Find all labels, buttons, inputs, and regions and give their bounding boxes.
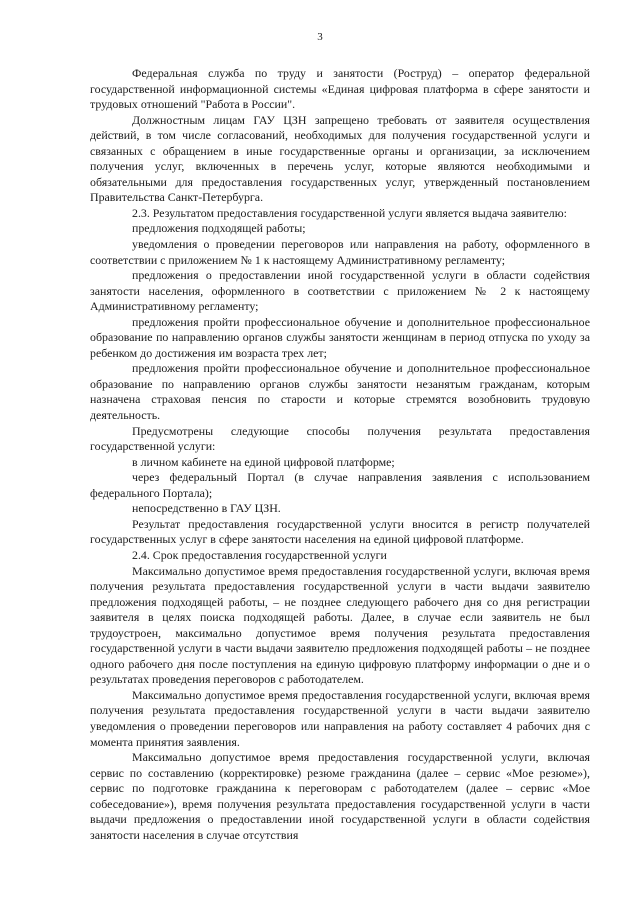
paragraph: Максимально допустимое время предоставления государственной услуги, включая время получения результата предоставления государственной услуги в части выдачи заявителю предложения подходящей работы, – не позднее следующего рабочего дня со дня регистрации заявителя в целях поиска подходящей работы. Далее, в случае если заявитель не был трудоустроен, максимально допустимое время получения результата предоставления государственной услуги в части выдачи заявителю предложения подходящей работы – не позднее одного рабочего дня после поступления на единую цифровую платформу информации о дне и о результатах проведения переговоров с работодателем.	[90, 563, 590, 687]
paragraph: Федеральная служба по труду и занятости (Роструд) – оператор федеральной государственной информационной системы «Единая цифровая платформа в сфере занятости и трудовых отношений "Работа в России".	[90, 66, 590, 112]
paragraph: Должностным лицам ГАУ ЦЗН запрещено требовать от заявителя осуществления действий, в том числе согласований, необходимых для получения государственной услуги и связанных с обращением в иные государственные органы и организации, за исключением получения услуг, включенных в перечень услуг, которые являются необходимыми и обязательными для предоставления государственных услуг, утвержденный постановлением Правительства Санкт-Петербурга.	[90, 112, 590, 205]
list-item: непосредственно в ГАУ ЦЗН.	[132, 501, 281, 516]
page-number: 3	[317, 31, 323, 43]
section-2-3-paragraph: 2.3. Результатом предоставления государственной услуги является выдача заявителю:	[132, 205, 567, 220]
list-item: предложения пройти профессиональное обучение и дополнительное профессиональное образование по направлению органов службы занятости женщинам в период отпуска по уходу за ребенком до достижения им возраста трех лет;	[90, 314, 590, 360]
list-item: в личном кабинете на единой цифровой платформе;	[132, 454, 395, 469]
list-item: предложения подходящей работы;	[132, 221, 306, 236]
list-item: предложения пройти профессиональное обучение и дополнительное профессиональное образование по направлению органов службы занятости незанятым гражданам, которым назначена страховая пенсия по старости и которые стремятся возобновить трудовую деятельность.	[90, 361, 590, 423]
list-item: предложения о предоставлении иной государственной услуги в области содействия занятости населения, оформленного в соответствии с приложением № 2 к настоящему Административному регламенту;	[90, 268, 590, 314]
section-2-4-heading: 2.4. Срок предоставления государственной услуги	[132, 547, 387, 562]
paragraph: Результат предоставления государственной услуги вносится в регистр получателей государственных услуг в сфере занятости населения на единой цифровой платформе.	[90, 516, 590, 547]
list-item: через федеральный Портал (в случае направления заявления с использованием федерального Портала);	[90, 470, 590, 500]
paragraph: Предусмотрены следующие способы получения результата предоставления государственной услуги:	[90, 423, 590, 454]
paragraph: Максимально допустимое время предоставления государственной услуги, включая сервис по составлению (корректировке) резюме гражданина (далее – сервис «Мое резюме»), сервис по подготовке гражданина к переговорам с работодателем (далее – сервис «Мое собеседование»), время получения результата предоставления государственной услуги в части выдачи предложения о предоставлении иной государственной услуги в области содействия занятости населения в случае отсутствия	[90, 750, 590, 842]
list-item: уведомления о проведении переговоров или направления на работу, оформленного в соответствии с приложением № 1 к настоящему Административному регламенту;	[90, 237, 590, 267]
document-body	[90, 66, 590, 843]
paragraph: Максимально допустимое время предоставления государственной услуги, включая время получения результата предоставления государственной услуги в части выдачи заявителю уведомления о проведении переговоров или направления на работу составляет 4 рабочих дня с момента принятия заявления.	[90, 687, 590, 749]
